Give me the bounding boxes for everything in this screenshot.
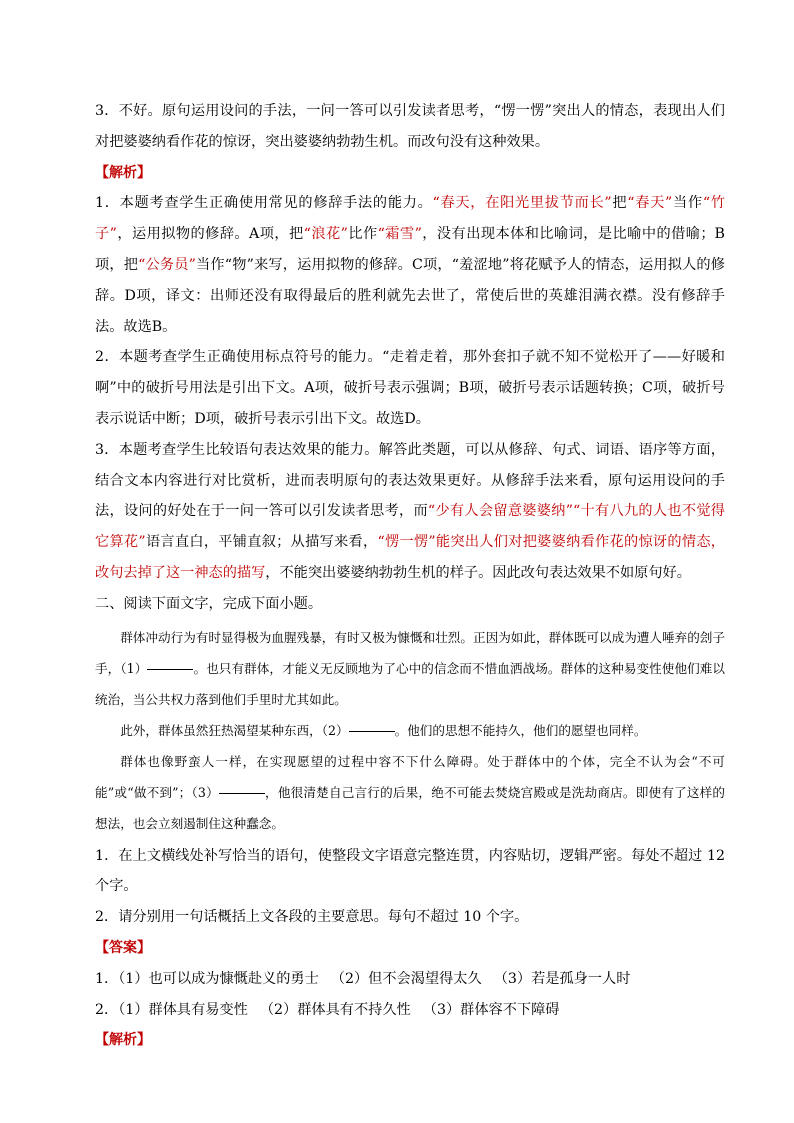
quoted-phrase: “愣一愣”能突出人们对把婆婆纳看作花的惊讶的情态，改句去掉了这一神态的描写	[95, 534, 725, 581]
analysis-text: 比作	[347, 226, 378, 243]
analysis-text: 当作“物”来写，运用拟物的修辞。C项，“羞涩地”将花赋予人的情态，运用拟人的修辞。D项，译文：出师还没有取得最后的胜利就先去世了，常使后世的英雄泪满衣襟。没有修辞手法。故选B。	[95, 256, 725, 335]
passage-text: 群体冲动行为有时显得极为血腥残暴，有时又极为慷慨和壮烈。正因为如此，群体既可以成为遭人唾弃的刽子手，	[95, 629, 725, 676]
answer-heading: 【答案】	[95, 939, 151, 956]
reading-passage	[95, 622, 725, 839]
passage-text: ，他很清楚自己言行的后果，绝不可能去焚烧宫殿或是洗劫商店。即使有了这样的想法，也会立刻遏制住这种蠢念。	[95, 784, 725, 831]
quoted-phrase: “竹子”	[95, 195, 725, 243]
fill-blank-2[interactable]	[349, 730, 395, 732]
analysis-text: 当作	[672, 195, 703, 212]
quoted-phrase: “霜雪”	[377, 226, 422, 243]
analysis-text: 语言直白，平铺直叙；从描写来看，	[145, 534, 378, 551]
section-2-title: 二、阅读下面文字，完成下面小题。	[95, 595, 323, 612]
passage-text: 群体也像野蛮人一样，在实现愿望的过程中容不下什么障碍。处于群体中的个体，完全不认为会“不可能”或“做不到”；	[95, 753, 725, 800]
passage-paragraph-1	[95, 622, 725, 715]
question-2: 2．请分别用一句话概括上文各段的主要意思。每句不超过 10 个字。	[95, 909, 529, 926]
answer-text: 2．（1）群体具有易变性	[95, 1001, 248, 1018]
question-1: 1．在上文横线处补写恰当的语句，使整段文字语意完整连贯，内容贴切，逻辑严密。每处不超过 12 个字。	[95, 847, 725, 895]
analysis-text: 把	[611, 195, 628, 212]
analysis-text: ，没有出现本体和比喻词，是比喻中的借喻；B项，把	[95, 226, 725, 273]
answer-text: 1．（1）也可以成为慷慨赴义的勇士	[95, 970, 319, 987]
analysis-paragraph-3	[95, 435, 725, 589]
analysis-paragraph-2: 2．本题考查学生正确使用标点符号的能力。“走着走着，那外套扣子就不知不觉松开了——好暖和啊”中的破折号用法是引出下文。A项，破折号表示强调；B项，破折号表示话题转换；C项，破折号表示说话中断；D项，破折号表示引出下文。故选D。	[95, 349, 725, 427]
blank-label-3: （3）	[191, 784, 219, 800]
analysis-paragraph-1	[95, 188, 725, 342]
answer-text: （3）群体容不下障碍	[422, 1001, 560, 1018]
quoted-phrase: “春天”	[627, 195, 673, 212]
answer-line-2	[95, 995, 725, 1026]
passage-text: 此外，群体虽然狂热渴望某种东西，	[120, 722, 322, 738]
analysis-text: ，不能突出婆婆纳勃勃生机的样子。因此改句表达效果不如原句好。	[265, 564, 691, 581]
answer-line-1	[95, 964, 725, 995]
analysis-heading-1: 【解析】	[95, 164, 151, 181]
answer-text: （2）群体具有不持久性	[259, 1001, 411, 1018]
quoted-phrase: “春天，在阳光里拔节而长”	[432, 195, 612, 212]
quoted-phrase: “公务员”	[138, 256, 196, 273]
fill-blank-3[interactable]	[219, 792, 265, 794]
quoted-phrase: “少有人会留意婆婆纳”“十有八九的人也不觉得它算花”	[95, 503, 725, 551]
analysis-text: ，运用拟物的修辞。A项，把	[116, 226, 304, 243]
passage-text: 。也只有群体，才能义无反顾地为了心中的信念而不惜血洒战场。群体的这种易变性使他们难以统治，当公共权力落到他们手里时尤其如此。	[95, 660, 726, 707]
passage-paragraph-2	[95, 715, 725, 746]
quoted-phrase: “浪花”	[303, 226, 348, 243]
answer-text: （3）若是孤身一人时	[493, 970, 631, 987]
blank-label-2: （2）	[321, 722, 349, 738]
passage-text: 。他们的思想不能持久，他们的愿望也同样。	[394, 722, 647, 738]
analysis-text: 3．本题考查学生比较语句表达效果的能力。解答此类题，可以从修辞、句式、词语、语序等方面，结合文本内容进行对比赏析，进而表明原句的表达效果更好。从修辞手法来看，原句运用设问的手法，设问的好处在于一问一答可以引发读者思考，而	[95, 441, 725, 520]
fill-blank-1[interactable]	[147, 668, 193, 670]
blank-label-1: （1）	[120, 660, 148, 676]
document-page	[95, 96, 725, 1056]
analysis-heading-2: 【解析】	[95, 1032, 151, 1049]
analysis-text: 1．本题考查学生正确使用常见的修辞手法的能力。	[95, 195, 433, 212]
answer-item-3: 3．不好。原句运用设问的手法，一问一答可以引发读者思考，“愣一愣”突出人的情态，表现出人们对把婆婆纳看作花的惊讶，突出婆婆纳勃勃生机。而改句没有这种效果。	[95, 103, 725, 150]
passage-paragraph-3	[95, 746, 725, 839]
answer-text: （2）但不会渴望得太久	[330, 970, 482, 987]
